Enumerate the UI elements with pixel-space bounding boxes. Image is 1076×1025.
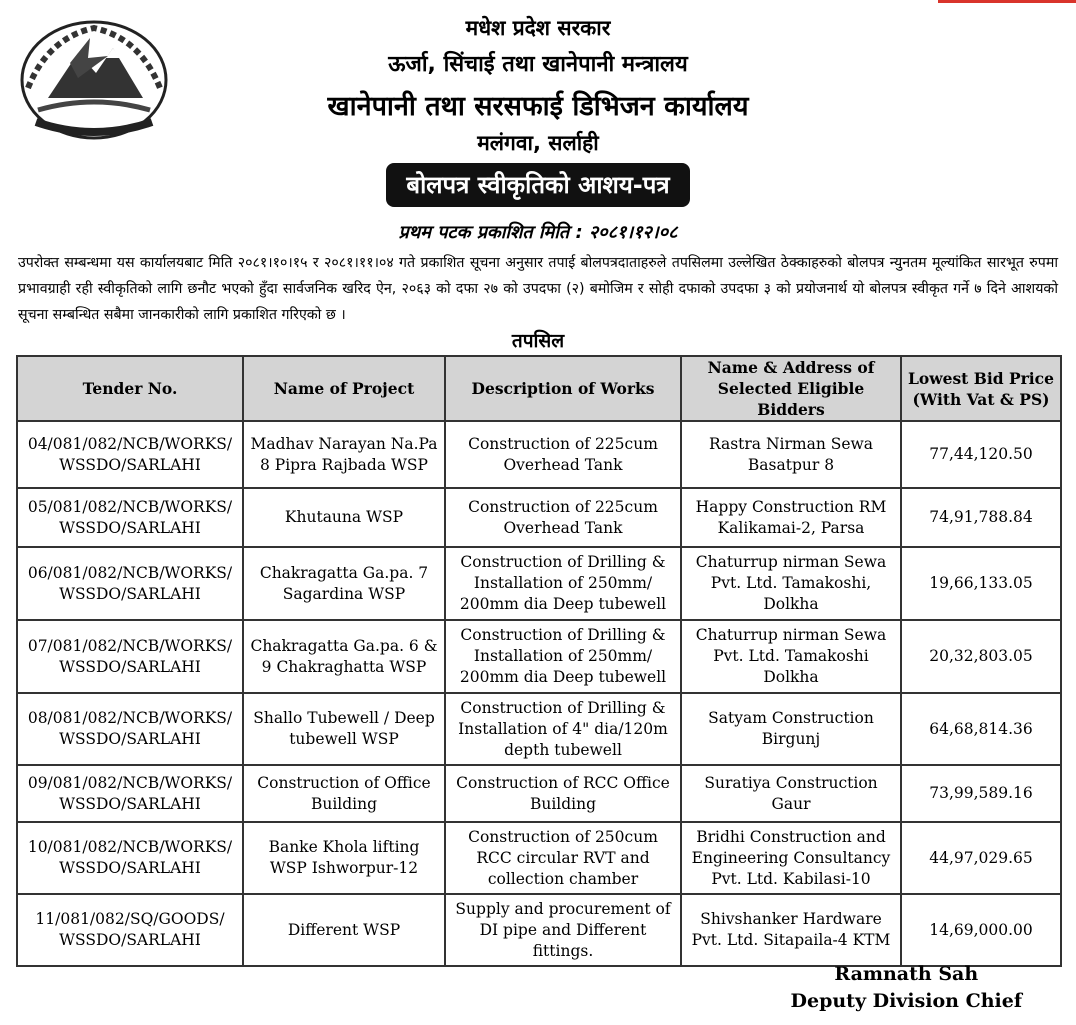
- works-cell: Supply and procurement of DI pipe and Different fittings.: [445, 894, 681, 966]
- tender-no-cell: 06/081/082/NCB/WORKS/ WSSDO/SARLAHI: [17, 547, 243, 620]
- tender-no-cell: 11/081/082/SQ/GOODS/ WSSDO/SARLAHI: [17, 894, 243, 966]
- signatory-name: Ramnath Sah: [834, 963, 979, 985]
- column-header-price: Lowest Bid Price (With Vat & PS): [901, 356, 1061, 421]
- province-government: मधेश प्रदेश सरकार: [465, 16, 611, 40]
- tender-no-cell: 09/081/082/NCB/WORKS/ WSSDO/SARLAHI: [17, 765, 243, 822]
- works-cell: Construction of 225cum Overhead Tank: [445, 421, 681, 488]
- price-cell: 20,32,803.05: [901, 620, 1061, 693]
- works-cell: Construction of Drilling & Installation of 250mm/ 200mm dia Deep tubewell: [445, 547, 681, 620]
- works-cell: Construction of 250cum RCC circular RVT and collection chamber: [445, 822, 681, 894]
- project-cell: Khutauna WSP: [243, 488, 445, 547]
- ministry-name: ऊर्जा, सिंचाई तथा खानेपानी मन्त्रालय: [388, 52, 688, 77]
- bidder-cell: Chaturrup nirman Sewa Pvt. Ltd. Tamakoshi Dolkha: [681, 620, 901, 693]
- table-row: [17, 822, 1061, 894]
- tender-no-cell: 10/081/082/NCB/WORKS/ WSSDO/SARLAHI: [17, 822, 243, 894]
- bidder-cell: Bridhi Construction and Engineering Consultancy Pvt. Ltd. Kabilasi-10: [681, 822, 901, 894]
- price-cell: 64,68,814.36: [901, 693, 1061, 765]
- works-cell: Construction of 225cum Overhead Tank: [445, 488, 681, 547]
- table-row: [17, 547, 1061, 620]
- column-header-project: Name of Project: [243, 356, 445, 421]
- signatory-title: Deputy Division Chief: [790, 990, 1022, 1012]
- tender-no-cell: 05/081/082/NCB/WORKS/ WSSDO/SARLAHI: [17, 488, 243, 547]
- bidder-cell: Satyam Construction Birgunj: [681, 693, 901, 765]
- table-row: [17, 894, 1061, 966]
- table-row: [17, 693, 1061, 765]
- corner-accent: [938, 0, 1076, 3]
- price-cell: 74,91,788.84: [901, 488, 1061, 547]
- price-cell: 19,66,133.05: [901, 547, 1061, 620]
- project-cell: Chakragatta Ga.pa. 6 & 9 Chakraghatta WSP: [243, 620, 445, 693]
- price-cell: 14,69,000.00: [901, 894, 1061, 966]
- project-cell: Shallo Tubewell / Deep tubewell WSP: [243, 693, 445, 765]
- price-cell: 77,44,120.50: [901, 421, 1061, 488]
- table-row: [17, 421, 1061, 488]
- project-cell: Different WSP: [243, 894, 445, 966]
- table-row: [17, 765, 1061, 822]
- bidder-cell: Chaturrup nirman Sewa Pvt. Ltd. Tamakoshi, Dolkha: [681, 547, 901, 620]
- project-cell: Madhav Narayan Na.Pa 8 Pipra Rajbada WSP: [243, 421, 445, 488]
- table-row: [17, 488, 1061, 547]
- bidder-cell: Rastra Nirman Sewa Basatpur 8: [681, 421, 901, 488]
- tender-no-cell: 04/081/082/NCB/WORKS/ WSSDO/SARLAHI: [17, 421, 243, 488]
- notice-body-text: उपरोक्त सम्बन्धमा यस कार्यालयबाट मिति २०८१।१०।१५ र २०८१।११।०४ गते प्रकाशित सूचना अनुसार तपाई बोलपत्रदाताहरुले तपसिलमा उल्लेखित ठेक्काहरुको बोलपत्र न्युनतम मूल्यांकित सारभूत रुपमा प्रभावग्राही रही स्वीकृतिको लागि छनौट भएको हुँदा सार्वजनिक खरिद ऐन, २०६३ को दफा २७ को उपदफा (२) बमोजिम र सोही दफाको उपदफा ३ को प्रयोजनार्थ यो बोलपत्र स्वीकृत गर्ने ७ दिने आशयको सूचना सम्बन्धित सबैमा जानकारीको लागि प्रकाशित गरिएको छ ।: [18, 255, 1058, 323]
- works-cell: Construction of Drilling & Installation of 250mm/ 200mm dia Deep tubewell: [445, 620, 681, 693]
- price-cell: 44,97,029.65: [901, 822, 1061, 894]
- bid-acceptance-table: [16, 355, 1062, 967]
- project-cell: Banke Khola lifting WSP Ishworpur-12: [243, 822, 445, 894]
- bidder-cell: Shivshanker Hardware Pvt. Ltd. Sitapaila-4 KTM: [681, 894, 901, 966]
- project-cell: Chakragatta Ga.pa. 7 Sagardina WSP: [243, 547, 445, 620]
- price-cell: 73,99,589.16: [901, 765, 1061, 822]
- tender-no-cell: 08/081/082/NCB/WORKS/ WSSDO/SARLAHI: [17, 693, 243, 765]
- works-cell: Construction of Drilling & Installation of 4" dia/120m depth tubewell: [445, 693, 681, 765]
- signature-block: [791, 961, 1022, 1015]
- column-header-works: Description of Works: [445, 356, 681, 421]
- tender-no-cell: 07/081/082/NCB/WORKS/ WSSDO/SARLAHI: [17, 620, 243, 693]
- table-row: [17, 620, 1061, 693]
- column-header-tender-no: Tender No.: [17, 356, 243, 421]
- bidder-cell: Happy Construction RM Kalikamai-2, Parsa: [681, 488, 901, 547]
- project-cell: Construction of Office Building: [243, 765, 445, 822]
- office-name: खानेपानी तथा सरसफाई डिभिजन कार्यालय: [327, 91, 749, 122]
- works-cell: Construction of RCC Office Building: [445, 765, 681, 822]
- bidder-cell: Suratiya Construction Gaur: [681, 765, 901, 822]
- details-heading: तपसिल: [511, 330, 565, 352]
- office-location: मलंगवा, सर्लाही: [477, 131, 599, 155]
- notice-title-banner: बोलपत्र स्वीकृतिको आशय-पत्र: [386, 163, 689, 207]
- table-header-row: [17, 356, 1061, 421]
- publication-date: प्रथम पटक प्रकाशित मिति : २०८१।१२।०८: [398, 222, 678, 243]
- column-header-bidder: Name & Address of Selected Eligible Bidders: [681, 356, 901, 421]
